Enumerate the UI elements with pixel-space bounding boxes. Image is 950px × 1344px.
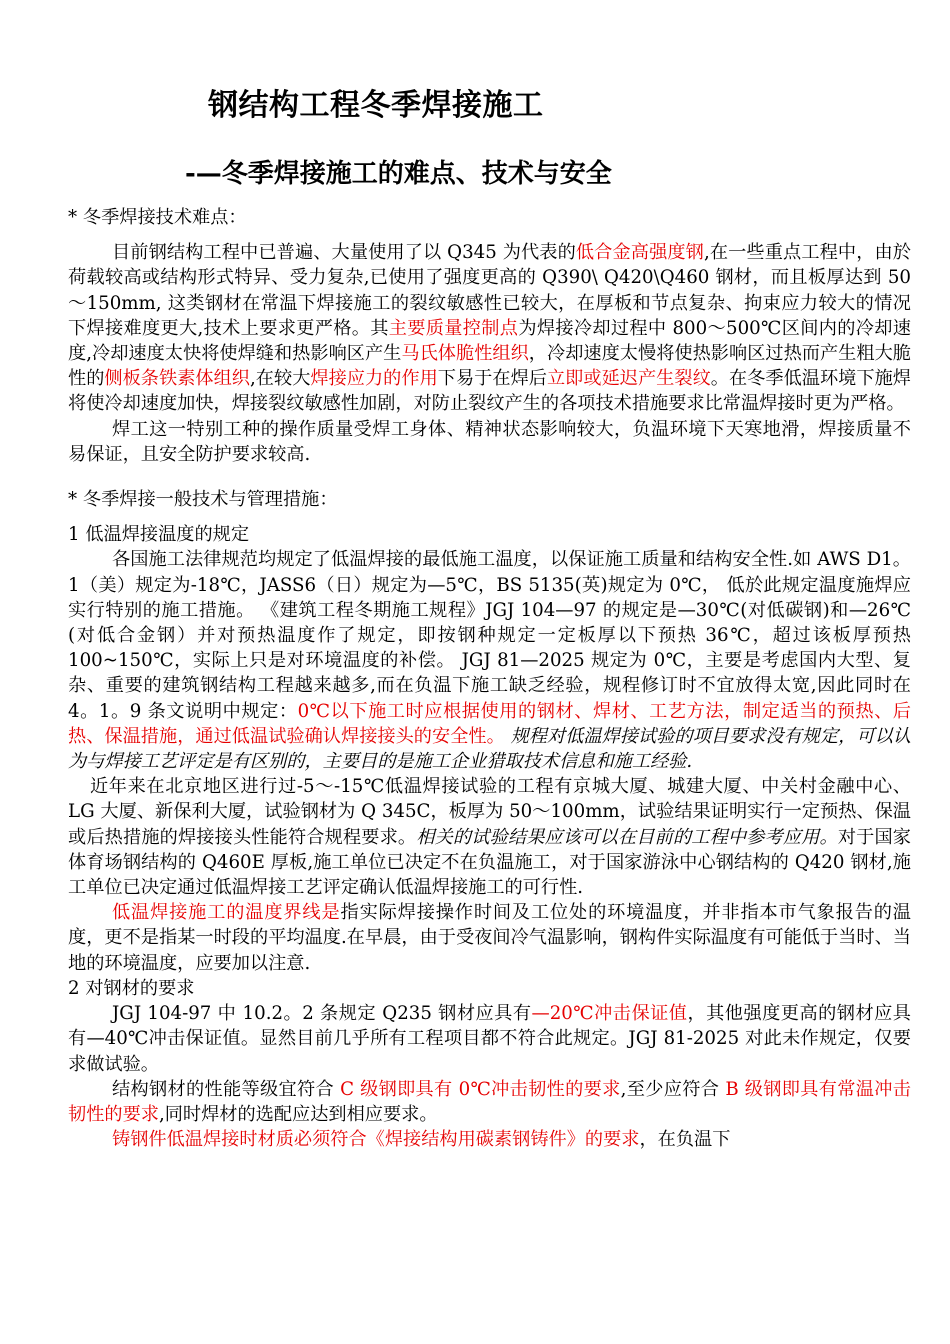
text-run: 为焊接冷却过程中 800～500℃区间内的冷却速度,冷却速度太快将使焊缝和热影响区产生 xyxy=(68,317,911,365)
highlighted-text: —20℃冲击保证值 xyxy=(531,1003,688,1025)
paragraph-beijing-tests xyxy=(68,774,911,900)
section-heading-measures: * 冬季焊接一般技术与管理措施： xyxy=(68,489,338,511)
text-run: ,在较大 xyxy=(250,368,311,390)
text-run: ,同时焊材的选配应达到相应要求。 xyxy=(158,1103,438,1125)
highlighted-text: 侧板条铁素体组织 xyxy=(104,368,250,390)
highlighted-text: 铸钢件低温焊接时材质必须符合《焊接结构用碳素钢铸件》的要求 xyxy=(112,1129,640,1151)
italic-note: 相关的试验结果应该可以在目前的工程中参考应用。 xyxy=(416,826,838,848)
italic-note: 规程对低温焊接试验的项目要求没有规定，可以认为与焊接工艺评定是有区别的，主要目的是施工企业猎取技术信息和施工经验. xyxy=(68,725,911,773)
document-title: 钢结构工程冬季焊接施工 xyxy=(208,88,544,123)
section-heading-difficulties: * 冬季焊接技术难点： xyxy=(68,207,247,228)
highlighted-text: 低合金高强度钢 xyxy=(575,242,704,264)
text-run: 指实际焊接操作时间及工位处的环境温度，并非指本市气象报告的温度，更不是指某一时段的平均温度.在早晨，由于受夜间冷气温影响，钢构件实际温度有可能低于当时、当地的环境温度，应要加以注意. xyxy=(68,902,911,974)
highlighted-text: 焊接应力的作用 xyxy=(310,368,438,390)
subsection-heading-steel: 2 对钢材的要求 xyxy=(68,977,195,999)
paragraph-difficulties xyxy=(68,240,911,416)
text-run: 对于国家体育场钢结构的 Q460E 厚板,施工单位已决定不在负温施工，对于国家游泳中心钢结构的 Q420 钢材,施工单位已决定通过低温焊接工艺评定确认低温焊接施工的可行性. xyxy=(68,826,911,899)
text-run: ,至少应符合 xyxy=(620,1078,726,1100)
highlighted-text: 低温焊接施工的温度界线是 xyxy=(112,902,341,924)
highlighted-text: 马氏体脆性组织 xyxy=(401,343,529,365)
text-run: 。在冬季低温环境下施焊将使冷却速度加快，焊接裂纹敏感性加剧，对防止裂纹产生的各项技术措施要求比常温焊接时更为严格。 xyxy=(68,368,911,415)
highlighted-text: C 级钢即具有 0℃冲击韧性的要求 xyxy=(340,1078,621,1100)
paragraph-cast-steel xyxy=(68,1127,911,1152)
document-body xyxy=(68,205,911,1152)
highlighted-text: 0℃以下施工时应根据使用的钢材、焊材、工艺方法，制定适当的预热、后热、保温措施，通过低温试验确认焊接接头的安全性。 xyxy=(68,700,911,747)
highlighted-text: 主要质量控制点 xyxy=(388,317,519,339)
text-run: ，冷却速度太慢将使热影响区过热而产生粗大脆性的 xyxy=(68,343,911,390)
paragraph-steel-impact xyxy=(68,1001,911,1077)
subsection-heading-temperature: 1 低温焊接温度的规定 xyxy=(68,524,250,546)
text-run: 目前钢结构工程中已普遍、大量使用了以 Q345 为代表的 xyxy=(112,242,576,264)
paragraph-welder-conditions: 焊工这一特别工种的操作质量受焊工身体、精神状态影响较大，负温环境下天寒地滑，焊接质量不易保证，且安全防护要求较高. xyxy=(68,418,911,465)
text-run: 下易于在焊后 xyxy=(437,368,547,390)
text-run: 近年来在北京地区进行过-5～-15℃低温焊接试验的工程有京城大厦、城建大厦、中关村金融中心、LG 大厦、新保利大厦，试验钢材为 Q 345C，板厚为 50～100mm，试验结果证明实行一定预热、保温或后热措施的焊接接头性能符合规程要求。 xyxy=(68,776,911,848)
paragraph-temperature-regulations xyxy=(68,547,911,774)
paragraph-temperature-boundary xyxy=(68,900,911,976)
text-run: ,在一些重点工程中，由於荷载较高或结构形式特异、受力复杂,已使用了强度更高的 Q390\ Q420\Q460 钢材，而且板厚达到 50～150mm, 这类钢材在常温下焊接施工的裂纹敏感性已较大，在厚板和节点复杂、拘束应力较大的情况下焊接难度更大,技术上要求更严格。其 xyxy=(68,242,911,339)
text-run: ，其他强度更高的钢材应具有—40℃冲击保证值。显然目前几乎所有工程项目都不符合此规定。JGJ 81-2025 对此未作规定，仅要求做试验。 xyxy=(68,1003,911,1075)
highlighted-text: 立即或延迟产生裂纹 xyxy=(546,368,711,390)
paragraph-steel-grade xyxy=(68,1077,911,1127)
highlighted-text: B 级钢即具有常温冲击韧性的要求 xyxy=(68,1078,911,1125)
text-run: 结构钢材的性能等级宜符合 xyxy=(112,1078,341,1100)
text-run: JGJ 104-97 中 10.2。2 条规定 Q235 钢材应具有 xyxy=(112,1003,532,1025)
text-run: ，在负温下 xyxy=(639,1129,731,1151)
document-subtitle: -—冬季焊接施工的难点、技术与安全 xyxy=(185,159,612,189)
text-run: 各国施工法律规范均规定了低温焊接的最低施工温度，以保证施工质量和结构安全性.如 AWS D1。1（美）规定为-18℃，JASS6（日）规定为—5℃，BS 5135(英)规定为 0℃， 低於此规定温度施焊应实行特别的施工措施。 《建筑工程冬期施工规程》JGJ 104—97 的规定是—30℃(对低碳钢)和—26℃(对低合金钢）并对预热温度作了规定，即按钢种规定一定板厚以下预热 36℃，超过该板厚预热 100~150℃，实际上只是对环境温度的补偿。 JGJ 81—2025 规定为 0℃，主要是考虑国内大型、复杂、重要的建筑钢结构工程越来越多,而在负温下施工缺乏经验，规程修订时不宜放得太宽,因此同时在 4。1。9 条文说明中规定： xyxy=(68,549,911,722)
